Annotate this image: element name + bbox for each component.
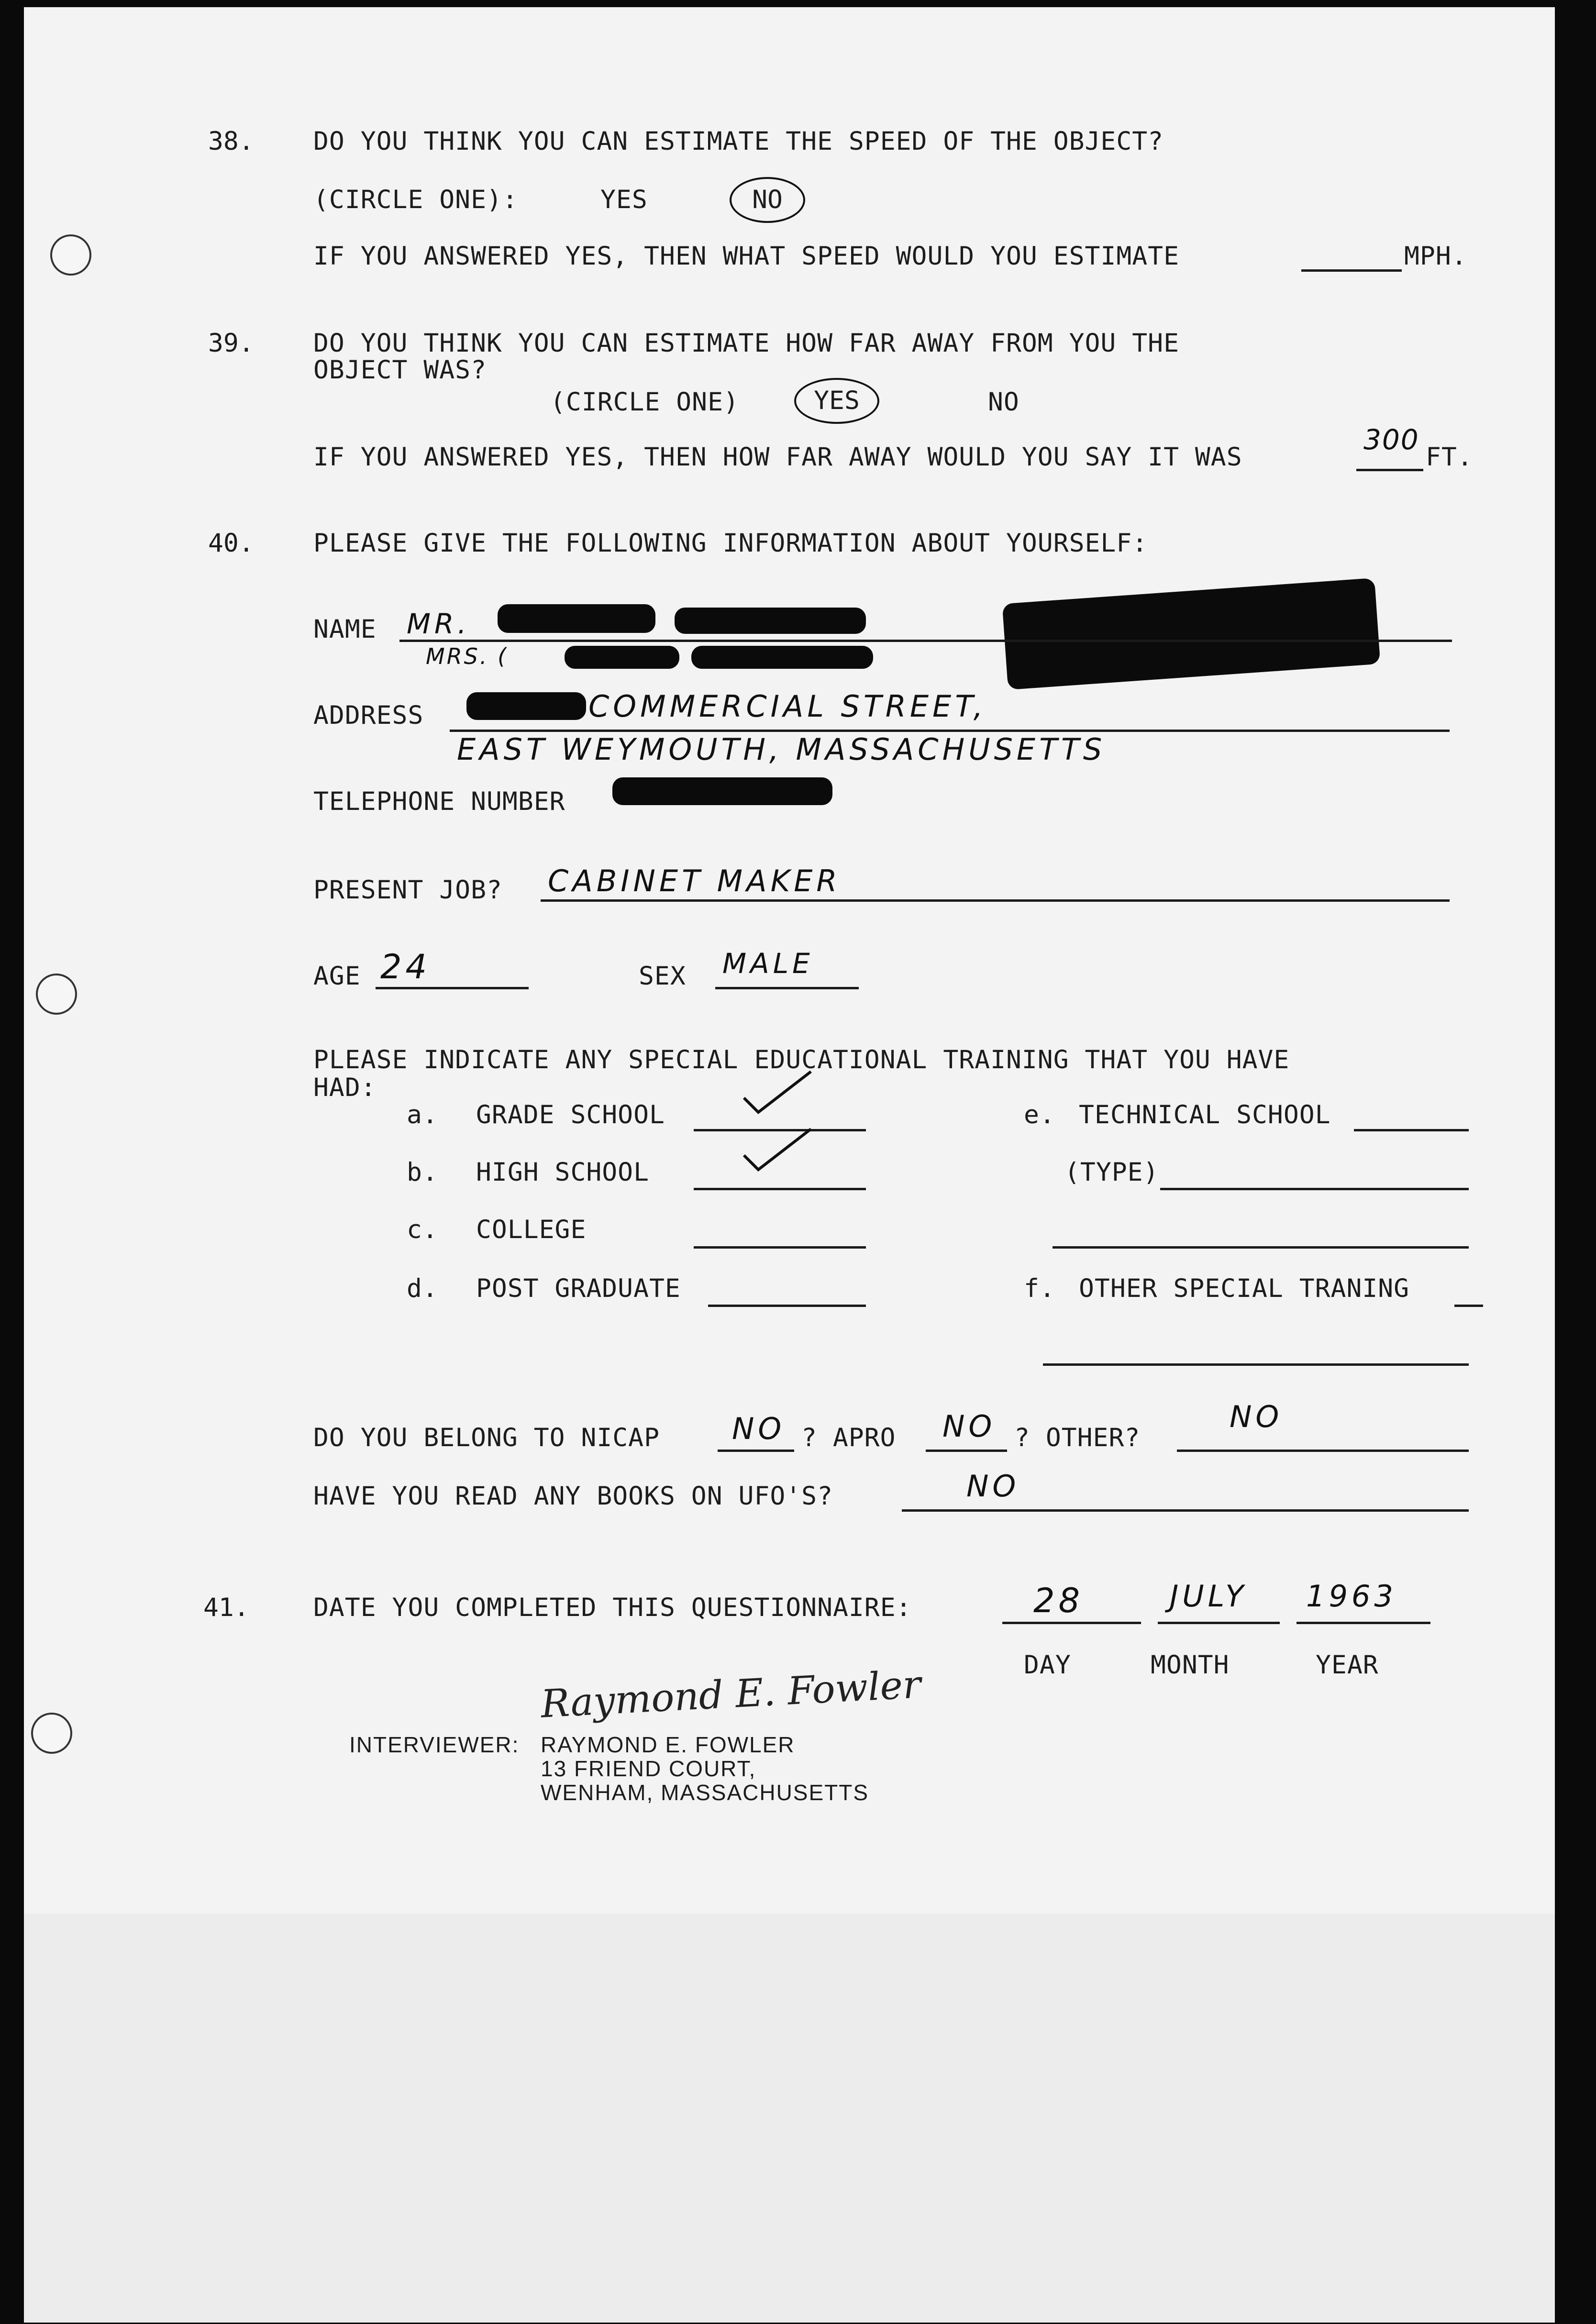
edu-f-letter: f.: [1024, 1274, 1055, 1303]
edu-type-line: [1160, 1188, 1469, 1190]
nicap-line: [718, 1450, 794, 1452]
edu-text: PLEASE INDICATE ANY SPECIAL EDUCATIONAL TRAINING THAT YOU HAVE: [313, 1045, 1290, 1074]
option-no-circled: NO: [730, 177, 805, 223]
age-line: [376, 987, 529, 989]
date-day: 28: [1033, 1581, 1084, 1620]
edu-f-label: OTHER SPECIAL TRANING: [1079, 1274, 1410, 1303]
redaction: [565, 646, 679, 669]
interviewer-label: INTERVIEWER:: [349, 1732, 520, 1757]
unit: FT.: [1426, 443, 1473, 472]
date-label: DATE YOU COMPLETED THIS QUESTIONNAIRE:: [313, 1593, 912, 1622]
age-value: 24: [380, 947, 431, 986]
question-text: PLEASE GIVE THE FOLLOWING INFORMATION ABOUT YOURSELF:: [313, 529, 1148, 558]
month-line: [1158, 1622, 1280, 1624]
question-text: DO YOU THINK YOU CAN ESTIMATE THE SPEED OF THE OBJECT?: [313, 127, 1164, 156]
edu-text: HAD:: [313, 1073, 377, 1102]
name-mr: MR.: [407, 608, 470, 640]
nicap-label: DO YOU BELONG TO NICAP: [313, 1423, 660, 1452]
edu-a-label: GRADE SCHOOL: [476, 1100, 665, 1129]
interviewer-name: RAYMOND E. FOWLER: [541, 1732, 795, 1757]
circle-one-label: (CIRCLE ONE): [550, 387, 739, 417]
option-yes: YES: [600, 185, 648, 214]
job-value: CABINET MAKER: [548, 863, 841, 898]
name-line: [399, 640, 1452, 642]
phone-label: TELEPHONE NUMBER: [313, 787, 565, 816]
sex-line: [715, 987, 859, 989]
month-label: MONTH: [1151, 1650, 1230, 1680]
address-line1: COMMERCIAL STREET,: [588, 689, 987, 724]
job-line: [541, 899, 1450, 902]
apro-line: [926, 1450, 1007, 1452]
question-number: 41.: [203, 1593, 249, 1622]
other-value: NO: [1230, 1399, 1283, 1434]
question-number: 38.: [208, 127, 254, 156]
edu-f-line2: [1043, 1363, 1469, 1366]
edu-e-letter: e.: [1024, 1100, 1055, 1129]
interviewer-address1: 13 FRIEND COURT,: [541, 1756, 756, 1781]
redaction: [498, 604, 655, 633]
other-line: [1177, 1450, 1469, 1452]
apro-label: ? APRO: [801, 1423, 896, 1452]
edu-a-letter: a.: [407, 1100, 438, 1129]
page-bottom-margin: [24, 1914, 1555, 2323]
address-line2: EAST WEYMOUTH, MASSACHUSETTS: [457, 732, 1106, 767]
edu-d-label: POST GRADUATE: [476, 1274, 681, 1303]
interviewer-signature: Raymond E. Fowler: [540, 1662, 922, 1726]
circle-one-label: (CIRCLE ONE):: [313, 185, 518, 214]
year-line: [1297, 1622, 1430, 1624]
edu-type-line2: [1053, 1246, 1469, 1249]
other-label: ? OTHER?: [1014, 1423, 1141, 1452]
interviewer-address2: WENHAM, MASSACHUSETTS: [541, 1780, 869, 1805]
edu-c-label: COLLEGE: [476, 1215, 587, 1244]
address-label: ADDRESS: [313, 701, 424, 730]
day-label: DAY: [1024, 1650, 1071, 1680]
punch-hole: [50, 234, 91, 276]
checkmark-icon: [742, 1069, 813, 1117]
date-year: 1963: [1306, 1579, 1397, 1614]
name-mrs: MRS. (: [426, 643, 509, 669]
sex-label: SEX: [639, 962, 686, 991]
apro-value: NO: [942, 1409, 996, 1444]
date-month: JULY: [1170, 1579, 1248, 1614]
name-label: NAME: [313, 615, 377, 644]
year-label: YEAR: [1316, 1650, 1379, 1680]
option-no: NO: [988, 387, 1020, 417]
edu-e-label: TECHNICAL SCHOOL: [1079, 1100, 1331, 1129]
question-number: 40.: [208, 529, 254, 558]
sex-value: MALE: [722, 947, 814, 980]
question-text: DO YOU THINK YOU CAN ESTIMATE HOW FAR AWAY FROM YOU THE: [313, 329, 1179, 358]
books-label: HAVE YOU READ ANY BOOKS ON UFO'S?: [313, 1482, 833, 1511]
redaction: [1002, 578, 1381, 690]
edu-d-letter: d.: [407, 1274, 438, 1303]
edu-b-line: [694, 1188, 866, 1190]
distance-answer: 300: [1363, 423, 1419, 456]
option-yes-circled: YES: [794, 378, 879, 424]
age-label: AGE: [313, 962, 361, 991]
followup-text: IF YOU ANSWERED YES, THEN WHAT SPEED WOULD YOU ESTIMATE: [313, 242, 1179, 271]
edu-c-letter: c.: [407, 1215, 438, 1244]
redaction: [691, 646, 873, 669]
books-line: [902, 1509, 1469, 1512]
followup-text: IF YOU ANSWERED YES, THEN HOW FAR AWAY WOULD YOU SAY IT WAS: [313, 443, 1242, 472]
distance-blank: [1356, 469, 1423, 471]
edu-b-letter: b.: [407, 1158, 438, 1187]
books-value: NO: [966, 1469, 1020, 1504]
edu-c-line: [694, 1246, 866, 1249]
redaction: [466, 692, 586, 720]
speed-blank: [1301, 269, 1402, 272]
question-number: 39.: [208, 329, 254, 358]
checkmark-icon: [742, 1127, 813, 1174]
edu-b-label: HIGH SCHOOL: [476, 1158, 649, 1187]
job-label: PRESENT JOB?: [313, 875, 502, 905]
punch-hole: [31, 1713, 72, 1754]
day-line: [1002, 1622, 1141, 1624]
punch-hole: [36, 974, 77, 1015]
nicap-value: NO: [732, 1411, 786, 1446]
edu-f-line: [1454, 1305, 1483, 1307]
redaction: [612, 777, 832, 805]
edu-e-type: (TYPE): [1064, 1158, 1159, 1187]
question-text: OBJECT WAS?: [313, 355, 487, 385]
edu-e-line: [1354, 1129, 1469, 1131]
questionnaire-page: [24, 7, 1555, 2323]
edu-d-line: [708, 1305, 866, 1307]
redaction: [675, 608, 866, 634]
unit: MPH.: [1404, 242, 1467, 271]
